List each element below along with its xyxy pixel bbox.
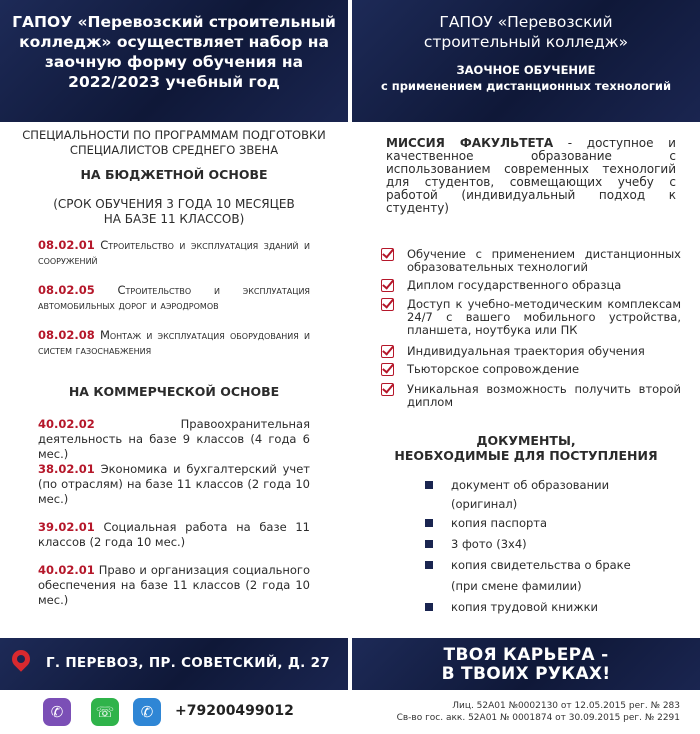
spec-item: 40.02.01 Право и организация социального обеспечения на базе 11 классов (2 года 10 мес.)	[38, 563, 311, 607]
checkbox-icon	[381, 279, 394, 292]
spec-item: 08.02.05 Строительство и эксплуатация автомобильных дорог и аэродромов	[38, 283, 310, 312]
license-info: Лиц. 52А01 №0002130 от 12.05.2015 рег. № 283 Св-во гос. акк. 52А01 № 0001874 от 30.09.2015 рег. № 2291	[396, 701, 680, 723]
budget-heading: НА БЮДЖЕТНОЙ ОСНОВЕ	[80, 167, 268, 182]
mission-statement: МИССИЯ ФАКУЛЬТЕТА - доступное и качественное образование с использованием современных технологий для студентов, совмещающих учебу с работой (индивидуальный подход к студенту)	[386, 136, 676, 215]
documents-title: ДОКУМЕНТЫ, НЕОБХОДИМЫЕ ДЛЯ ПОСТУПЛЕНИЯ	[394, 433, 658, 463]
spec-item: 38.02.01 Экономика и бухгалтерский учет (по отраслям) на базе 11 классов (2 года 10 мес.)	[38, 462, 310, 506]
checkbox-icon	[381, 298, 394, 311]
spec-item: 08.02.01 Строительство и эксплуатация зданий и сооружений	[38, 238, 311, 267]
spec-item: 08.02.08 Монтаж и эксплуатация оборудования и систем газоснабжения	[38, 328, 311, 357]
map-pin-icon	[8, 646, 33, 671]
phone-number[interactable]: +79200499012	[175, 703, 294, 719]
budget-term: (СРОК ОБУЧЕНИЯ 3 ГОДА 10 МЕСЯЦЕВ НА БАЗЕ 11 КЛАССОВ)	[53, 197, 295, 226]
bullet-square-icon	[425, 603, 433, 611]
spec-item: 39.02.01 Социальная работа на базе 11 классов (2 года 10 мес.)	[38, 520, 311, 549]
telegram-icon[interactable]: ✆	[133, 698, 161, 726]
bullet-square-icon	[425, 561, 433, 569]
footer-slogan-bar	[352, 638, 700, 690]
whatsapp-icon[interactable]: ☏	[91, 698, 119, 726]
footer-address-bar	[0, 638, 348, 690]
commercial-heading: НА КОММЕРЧЕСКОЙ ОСНОВЕ	[68, 384, 280, 399]
spec-item: 40.02.02 Правоохранительная деятельность на базе 9 классов (4 года 6 мес.)	[38, 417, 310, 461]
bullet-square-icon	[425, 481, 433, 489]
specialties-title: СПЕЦИАЛЬНОСТИ ПО ПРОГРАММАМ ПОДГОТОВКИ СПЕЦИАЛИСТОВ СРЕДНЕГО ЗВЕНА	[22, 128, 326, 157]
header-right-subtitle: ЗАОЧНОЕ ОБУЧЕНИЕ с применением дистанционных технологий	[380, 63, 672, 93]
bullet-square-icon	[425, 540, 433, 548]
bullet-square-icon	[425, 519, 433, 527]
checkbox-icon	[381, 383, 394, 396]
header-right-title: ГАПОУ «Перевозский строительный колледж»	[423, 13, 629, 51]
slogan: ТВОЯ КАРЬЕРА - В ТВОИХ РУКАХ!	[441, 645, 611, 684]
address-text: Г. ПЕРЕВОЗ, ПР. СОВЕТСКИЙ, Д. 27	[46, 655, 330, 671]
checkbox-icon	[381, 345, 394, 358]
header-left-title: ГАПОУ «Перевозский строительный колледж» осуществляет набор на заочную форму обучения на 2022/2023 учебный год	[12, 13, 336, 91]
header-left	[0, 0, 348, 122]
viber-icon[interactable]: ✆	[43, 698, 71, 726]
checkbox-icon	[381, 248, 394, 261]
checkbox-icon	[381, 363, 394, 376]
header-right	[352, 0, 700, 122]
